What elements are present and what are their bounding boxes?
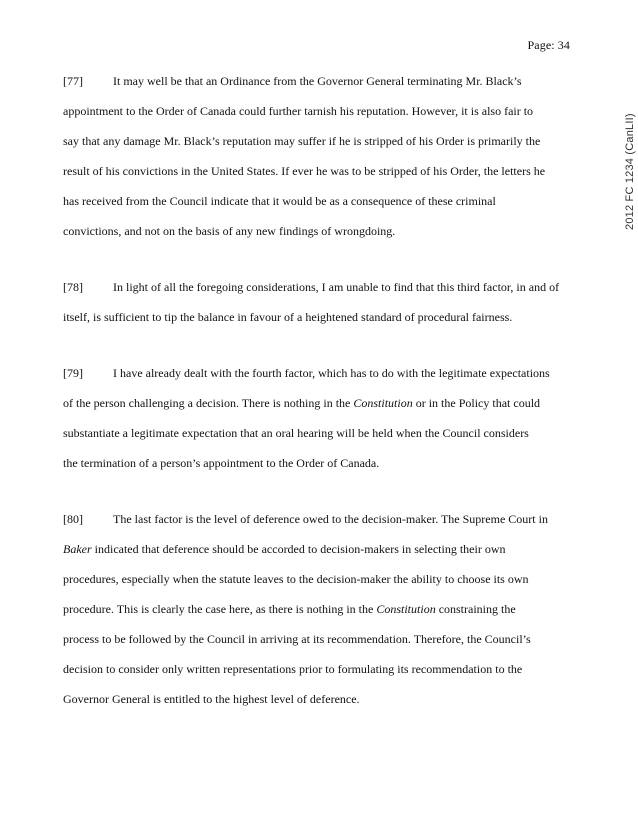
constitution-citation: Constitution — [353, 396, 413, 410]
paragraph-number: [78] — [63, 280, 83, 294]
page-number: Page: 34 — [527, 38, 570, 52]
paragraph-80-line-2: Baker indicated that deference should be accorded to decision-makers in selecting their own — [63, 542, 506, 556]
paragraph-79-line-1: [79] I have already dealt with the fourth factor, which has to do with the legitimate expectations — [63, 366, 550, 380]
paragraph-77-line-4: result of his convictions in the United States. If ever he was to be stripped of his Order, the letters he — [63, 164, 546, 178]
paragraph-80-line-4: procedure. This is clearly the case here, as there is nothing in the Constitution constraining the — [63, 602, 516, 616]
paragraph-80-line-5: process to be followed by the Council in arriving at its recommendation. Therefore, the Council’s — [63, 632, 531, 646]
paragraph-78-line-2: itself, is sufficient to tip the balance in favour of a heightened standard of procedural fairness. — [63, 310, 513, 324]
paragraph-77-line-2: appointment to the Order of Canada could further tarnish his reputation. However, it is also fair to — [63, 104, 534, 118]
paragraph-77-line-3: say that any damage Mr. Black’s reputation may suffer if he is stripped of his Order is primarily the — [63, 134, 541, 148]
paragraph-79-line-3: substantiate a legitimate expectation that an oral hearing will be held when the Council considers — [63, 426, 529, 440]
constitution-citation: Constitution — [376, 602, 436, 616]
citation-watermark: 2012 FC 1234 (CanLII) — [624, 113, 636, 230]
paragraph-number: [77] — [63, 74, 83, 88]
paragraph-77-line-1: [77] It may well be that an Ordinance from the Governor General terminating Mr. Black’s — [63, 74, 522, 88]
paragraph-80-line-6: decision to consider only written representations prior to formulating its recommendation to the — [63, 662, 523, 676]
paragraph-77-line-5: has received from the Council indicate that it would be as a consequence of these criminal — [63, 194, 496, 208]
paragraph-80-line-3: procedures, especially when the statute leaves to the decision-maker the ability to choose its own — [63, 572, 529, 586]
paragraph-78-line-1: [78] In light of all the foregoing considerations, I am unable to find that this third factor, in and of — [63, 280, 560, 294]
paragraph-77-line-6: convictions, and not on the basis of any new findings of wrongdoing. — [63, 224, 396, 238]
baker-citation: Baker — [63, 542, 92, 556]
paragraph-80-line-1: [80] The last factor is the level of deference owed to the decision-maker. The Supreme Court in — [63, 512, 548, 526]
paragraph-79-line-2: of the person challenging a decision. There is nothing in the Constitution or in the Policy that could — [63, 396, 541, 410]
paragraph-number: [79] — [63, 366, 83, 380]
paragraph-number: [80] — [63, 512, 83, 526]
paragraph-79-line-4: the termination of a person’s appointment to the Order of Canada. — [63, 456, 380, 470]
paragraph-80-line-7: Governor General is entitled to the highest level of deference. — [63, 692, 360, 706]
